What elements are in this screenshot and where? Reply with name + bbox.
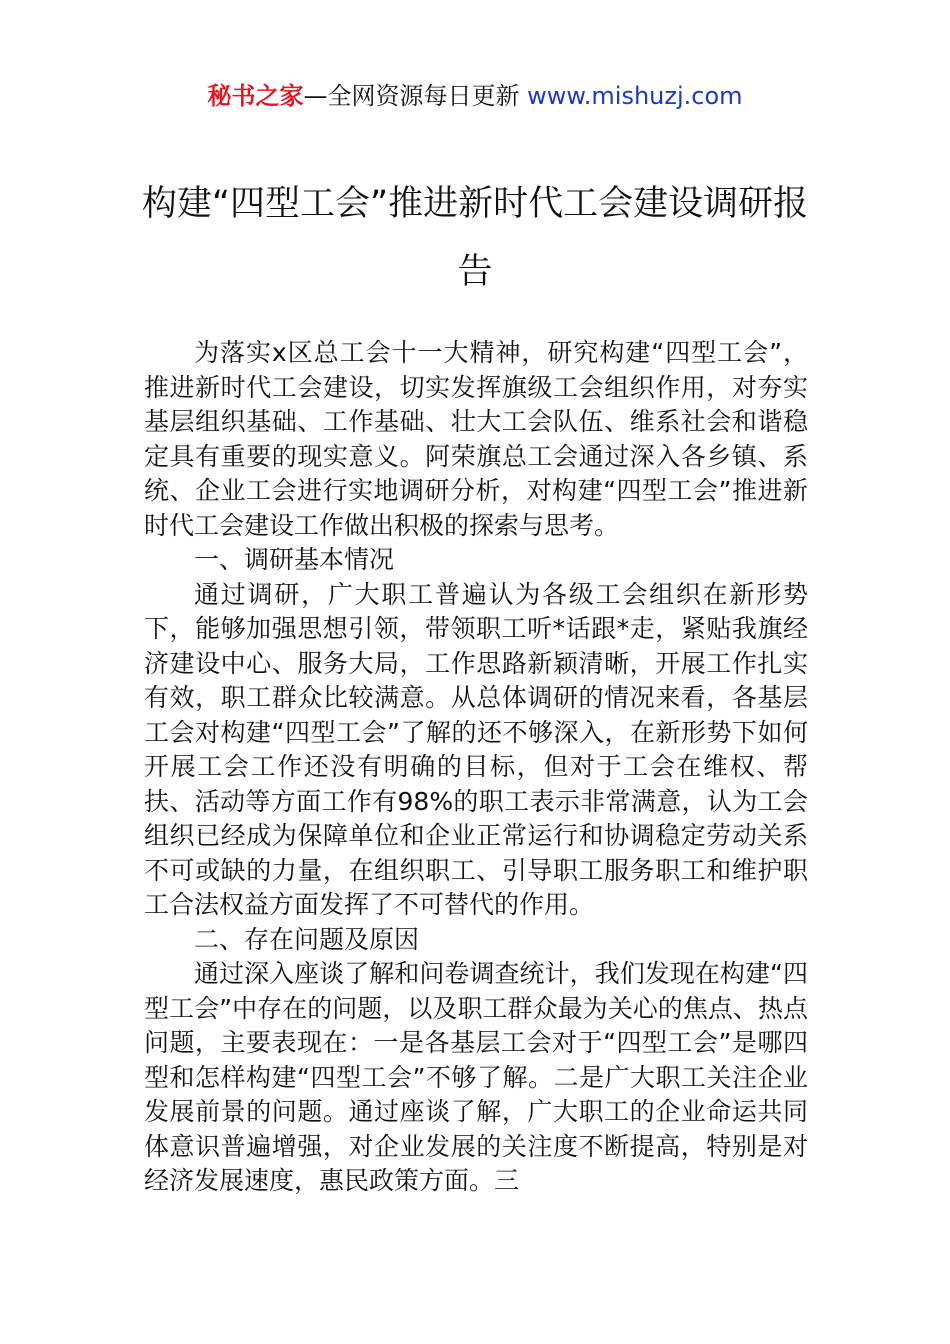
site-brand: 秘书之家 <box>207 82 304 110</box>
document-body <box>144 336 808 1199</box>
section-1-paragraph: 通过调研，广大职工普遍认为各级工会组织在新形势下，能够加强思想引领，带领职工听*话跟*走，紧贴我旗经济建设中心、服务大局，工作思路新颖清晰，开展工作扎实有效，职工群众比较满意。从总体调研的情况来看，各基层工会对构建“四型工会”了解的还不够深入，在新形势下如何开展工会工作还没有明确的目标，但对于工会在维权、帮扶、活动等方面工作有98%的职工表示非常满意，认为工会组织已经成为保障单位和企业正常运行和协调稳定劳动关系不可或缺的力量，在组织职工、引导职工服务职工和维护职工合法权益方面发挥了不可替代的作用。 <box>144 579 808 919</box>
site-header <box>0 80 950 112</box>
site-tagline: —全网资源每日更新 <box>303 82 520 110</box>
section-heading-2: 二、存在问题及原因 <box>194 924 420 954</box>
document-title: 构建“四型工会”推进新时代工会建设调研报告 <box>141 184 809 292</box>
intro-paragraph: 为落实x区总工会十一大精神，研究构建“四型工会”，推进新时代工会建设，切实发挥旗级工会组织作用，对夯实基层组织基础、工作基础、壮大工会队伍、维系社会和谐稳定具有重要的现实意义。阿荣旗总工会通过深入各乡镇、系统、企业工会进行实地调研分析，对构建“四型工会”推进新时代工会建设工作做出积极的探索与思考。 <box>144 338 808 540</box>
section-2-paragraph: 通过深入座谈了解和问卷调查统计，我们发现在构建“四型工会”中存在的问题，以及职工群众最为关心的焦点、热点问题，主要表现在：一是各基层工会对于“四型工会”是哪四型和怎样构建“四型工会”不够了解。二是广大职工关注企业发展前景的问题。通过座谈了解，广大职工的企业命运共同体意识普遍增强，对企业发展的关注度不断提高，特别是对经济发展速度，惠民政策方面。三 <box>144 959 808 1195</box>
site-url[interactable]: www.mishuzj.com <box>527 82 743 110</box>
section-heading-1: 一、调研基本情况 <box>194 545 395 574</box>
